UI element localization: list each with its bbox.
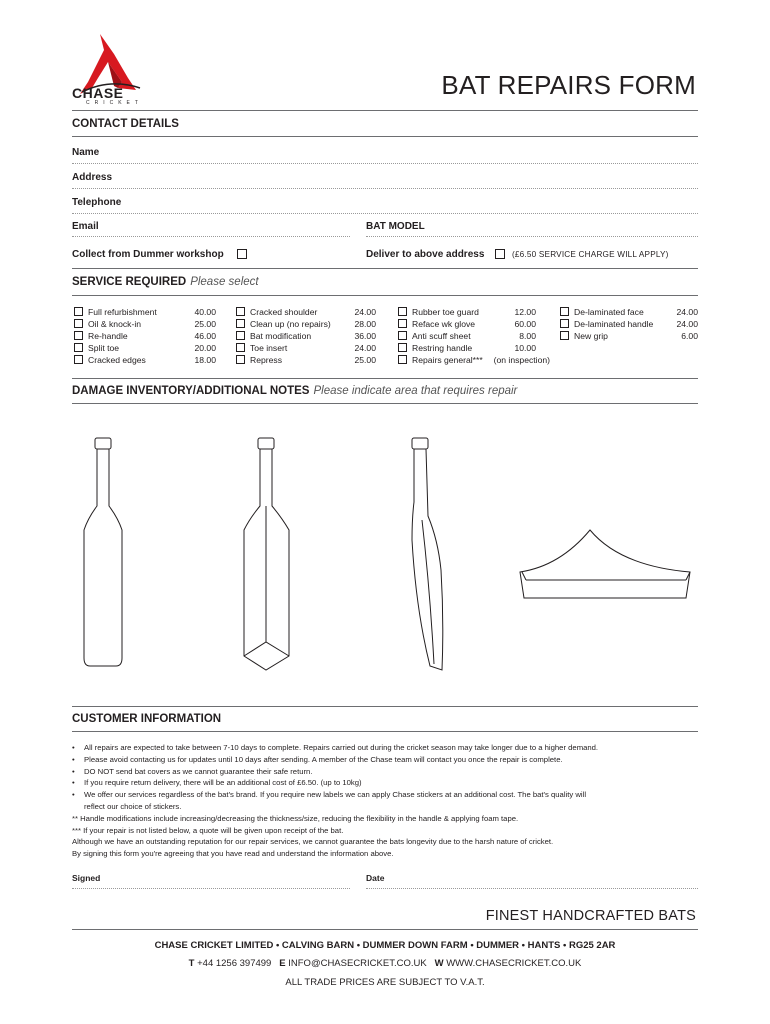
service-item[interactable] [398, 330, 550, 342]
service-checkbox[interactable] [236, 307, 245, 316]
service-checkbox[interactable] [236, 343, 245, 352]
service-column-3 [398, 306, 550, 366]
service-item[interactable] [236, 354, 376, 366]
customer-divider [72, 731, 698, 732]
info-bullet: • All repairs are expected to take between 7-10 days to complete. Repairs carried out during the cricket season may take longer due to a higher demand. [72, 743, 599, 752]
service-price: 12.00 [514, 307, 536, 317]
info-note-double: ** Handle modifications include increasing/decreasing the thickness/size, reducing the flexibility in the handle & applying foam tape. [72, 813, 519, 823]
collect-label: Collect from Dummer workshop [72, 249, 224, 260]
footer-contacts [0, 958, 770, 969]
service-column-1 [74, 306, 216, 366]
service-label: Re-handle [88, 331, 128, 341]
service-item[interactable] [74, 306, 216, 318]
date-field[interactable] [366, 888, 698, 889]
contact-section-title: CONTACT DETAILS [72, 118, 179, 130]
service-label: Full refurbishment [88, 307, 157, 317]
address-label: Address [72, 172, 113, 183]
bat-side-diagram[interactable] [412, 438, 443, 670]
contact-bottom-divider [72, 268, 698, 269]
damage-bottom-divider [72, 706, 698, 707]
service-checkbox[interactable] [74, 355, 83, 364]
service-checkbox[interactable] [236, 331, 245, 340]
footer-vat: ALL TRADE PRICES ARE SUBJECT TO V.A.T. [285, 977, 485, 988]
logo-wordmark: CHASE [72, 85, 124, 101]
collect-checkbox[interactable] [237, 249, 247, 259]
telephone-label: Telephone [72, 197, 122, 208]
service-price: 36.00 [354, 331, 376, 341]
service-column-4 [560, 306, 698, 342]
web-key: W [434, 958, 444, 969]
info-bullet-continuation: reflect our choice of stickers. [84, 801, 182, 811]
name-label: Name [72, 147, 100, 158]
service-checkbox[interactable] [74, 307, 83, 316]
service-checkbox[interactable] [236, 355, 245, 364]
service-label: Reface wk glove [412, 319, 476, 329]
bat-diagrams[interactable] [60, 420, 710, 710]
service-checkbox[interactable] [560, 331, 569, 340]
name-field[interactable] [72, 163, 698, 164]
service-item[interactable] [398, 306, 550, 318]
deliver-label: Deliver to above address [366, 249, 485, 260]
service-item[interactable] [560, 318, 698, 330]
service-item[interactable] [398, 318, 550, 330]
service-label: Rubber toe guard [412, 307, 479, 317]
service-item[interactable] [236, 306, 376, 318]
service-checkbox[interactable] [74, 343, 83, 352]
service-checkbox[interactable] [398, 319, 407, 328]
signed-label: Signed [72, 873, 101, 883]
date-label: Date [366, 873, 385, 883]
logo-subtext: CRICKET [86, 100, 143, 106]
service-label: Anti scuff sheet [412, 331, 471, 341]
service-label: Toe insert [250, 343, 288, 353]
service-label: De-laminated face [574, 307, 644, 317]
info-bullet: • We offer our services regardless of the bat's brand. If you require new labels we can apply Chase stickers at an additional cost. The bat's quality will [72, 790, 587, 800]
service-checkbox[interactable] [398, 331, 407, 340]
service-label: Cracked edges [88, 355, 146, 365]
service-checkbox[interactable] [398, 307, 407, 316]
service-price: 6.00 [681, 331, 698, 341]
bat-model-label: BAT MODEL [366, 221, 425, 232]
service-checkbox[interactable] [236, 319, 245, 328]
customer-info-text [72, 742, 712, 860]
service-title-text: SERVICE REQUIRED [72, 276, 187, 288]
service-label: De-laminated handle [574, 319, 654, 329]
info-paragraph: Although we have an outstanding reputation for our repair services, we cannot guarantee the bats longevity due to the harsh nature of cricket. [72, 837, 554, 847]
service-label: Repress [250, 355, 282, 365]
service-label: Clean up (no repairs) [250, 319, 331, 329]
service-checkbox[interactable] [560, 307, 569, 316]
damage-section-title [72, 385, 517, 397]
service-item[interactable] [74, 354, 216, 366]
damage-title-text: DAMAGE INVENTORY/ADDITIONAL NOTES [72, 385, 310, 397]
contact-divider [72, 136, 698, 137]
tel-key: T [188, 958, 195, 969]
email-key: E [279, 958, 286, 969]
bat-toe-diagram[interactable] [520, 530, 690, 598]
info-note-triple: *** If your repair is not listed below, a quote will be given upon receipt of the bat. [72, 825, 344, 835]
service-label: Repairs general*** [412, 355, 483, 365]
service-item[interactable] [398, 354, 550, 366]
service-price: 24.00 [676, 307, 698, 317]
deliver-checkbox[interactable] [495, 249, 505, 259]
service-checkbox[interactable] [74, 331, 83, 340]
damage-divider [72, 403, 698, 404]
service-price: (on inspection) [493, 355, 550, 365]
service-price: 10.00 [514, 343, 536, 353]
info-bullet: • DO NOT send bat covers as we cannot guarantee their safe return. [72, 766, 313, 776]
service-item[interactable] [236, 342, 376, 354]
service-price: 28.00 [354, 319, 376, 329]
service-bottom-divider [72, 378, 698, 379]
service-checkbox[interactable] [398, 355, 407, 364]
page-title: BAT REPAIRS FORM [441, 70, 696, 100]
service-item[interactable] [74, 330, 216, 342]
service-divider [72, 295, 698, 296]
damage-hint: Please indicate area that requires repair [313, 385, 518, 397]
service-item[interactable] [74, 342, 216, 354]
bat-model-field[interactable] [366, 236, 698, 237]
telephone-field[interactable] [72, 213, 698, 214]
service-item[interactable] [398, 342, 550, 354]
service-label: Bat modification [250, 331, 312, 341]
service-checkbox[interactable] [560, 319, 569, 328]
service-hint: Please select [190, 276, 259, 288]
service-price: 24.00 [676, 319, 698, 329]
service-label: Restring handle [412, 343, 473, 353]
service-label: Oil & knock-in [88, 319, 142, 329]
signature-field[interactable] [72, 888, 350, 889]
service-price: 40.00 [194, 307, 216, 317]
footer-address: CHASE CRICKET LIMITED • CALVING BARN • DUMMER DOWN FARM • DUMMER • HANTS • RG25 2AR [154, 940, 616, 951]
footer-tagline: FINEST HANDCRAFTED BATS [485, 908, 696, 924]
service-item[interactable] [236, 318, 376, 330]
footer-telephone[interactable]: +44 1256 397499 [197, 958, 272, 969]
bat-back-diagram[interactable] [244, 438, 289, 670]
service-label: New grip [574, 331, 608, 341]
email-label: Email [72, 221, 99, 232]
service-price: 8.00 [519, 331, 536, 341]
service-checkbox[interactable] [74, 319, 83, 328]
service-column-2 [236, 306, 376, 366]
footer-website[interactable]: WWW.CHASECRICKET.CO.UK [446, 958, 582, 969]
service-item[interactable] [560, 306, 698, 318]
service-section-title [72, 276, 259, 288]
service-label: Split toe [88, 343, 120, 353]
service-price: 24.00 [354, 307, 376, 317]
bat-front-diagram[interactable] [84, 438, 122, 666]
service-checkbox[interactable] [398, 343, 407, 352]
service-price: 20.00 [194, 343, 216, 353]
info-bullet: • If you require return delivery, there will be an additional cost of £6.50. (up to 10kg) [72, 778, 362, 788]
footer-email[interactable]: INFO@CHASECRICKET.CO.UK [288, 958, 427, 969]
service-item[interactable] [236, 330, 376, 342]
service-item[interactable] [74, 318, 216, 330]
email-field[interactable] [72, 236, 350, 237]
service-price: 24.00 [354, 343, 376, 353]
info-bullet: • Please avoid contacting us for updates until 10 days after sending. A member of the Chase team will contact you once the repair is complete. [72, 754, 563, 764]
service-price: 25.00 [354, 355, 376, 365]
service-price: 18.00 [194, 355, 216, 365]
address-field[interactable] [72, 188, 698, 189]
info-paragraph: By signing this form you're agreeing that you have read and understand the information above. [72, 849, 394, 859]
deliver-note: (£6.50 SERVICE CHARGE WILL APPLY) [512, 250, 669, 259]
service-price: 46.00 [194, 331, 216, 341]
header-divider [72, 110, 698, 111]
service-price: 60.00 [514, 319, 536, 329]
service-item[interactable] [560, 330, 698, 342]
footer-divider [72, 929, 698, 930]
customer-section-title: CUSTOMER INFORMATION [72, 713, 222, 725]
service-label: Cracked shoulder [250, 307, 318, 317]
service-price: 25.00 [194, 319, 216, 329]
